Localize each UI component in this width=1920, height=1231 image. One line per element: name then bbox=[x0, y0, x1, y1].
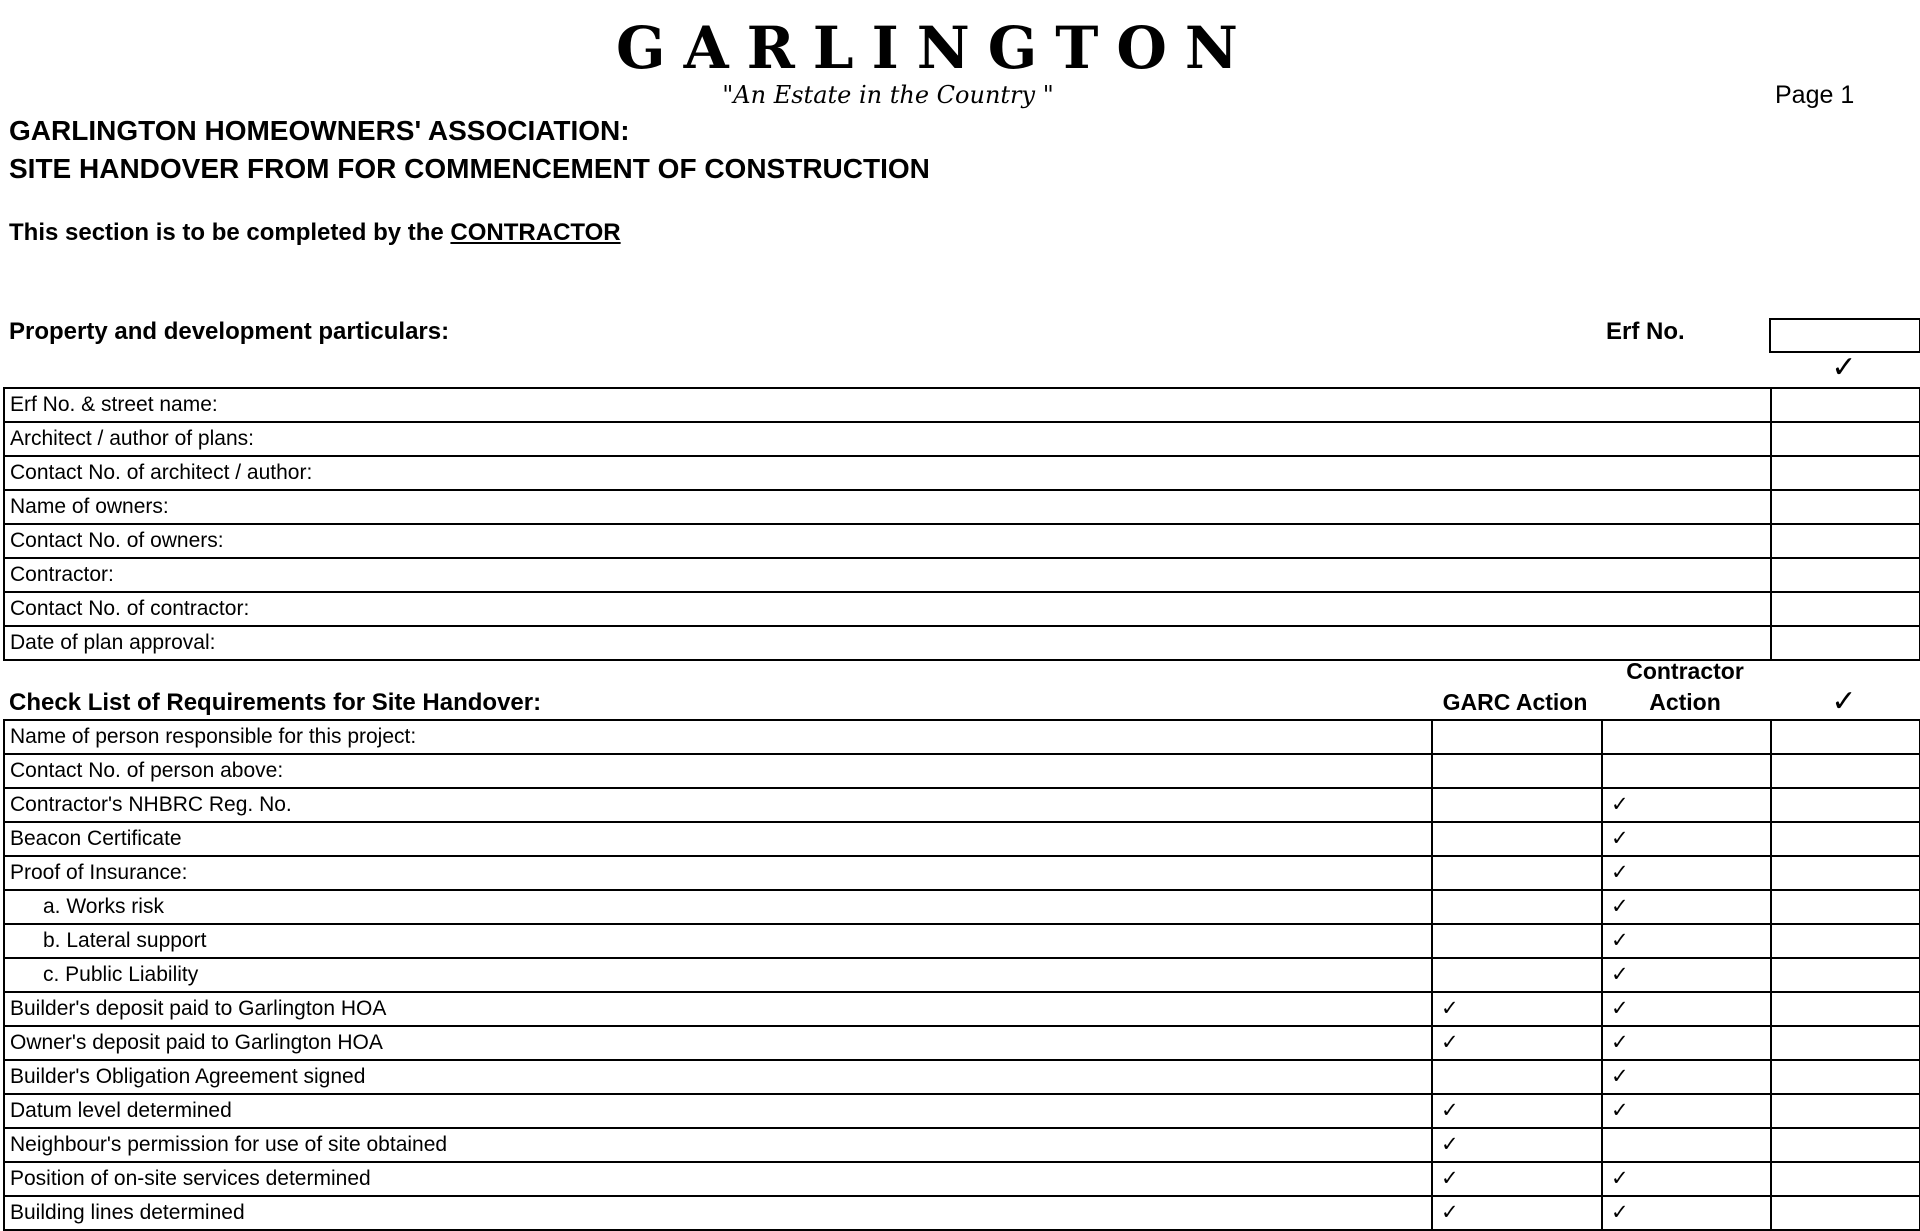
contractor-action-cell[interactable] bbox=[1602, 720, 1771, 754]
checklist-label: Position of on-site services determined bbox=[4, 1162, 1432, 1196]
contractor-action-cell[interactable]: ✓ bbox=[1602, 1060, 1771, 1094]
checklist-check-cell[interactable] bbox=[1771, 890, 1920, 924]
checklist-label: Proof of Insurance: bbox=[4, 856, 1432, 890]
checklist-check-cell[interactable] bbox=[1771, 788, 1920, 822]
contractor-action-cell[interactable]: ✓ bbox=[1602, 924, 1771, 958]
checklist-check-cell[interactable] bbox=[1771, 1196, 1920, 1230]
col-contractor-line2: Action bbox=[1649, 689, 1721, 715]
garc-action-cell[interactable] bbox=[1432, 754, 1602, 788]
garc-action-cell[interactable]: ✓ bbox=[1432, 992, 1602, 1026]
checklist-row bbox=[4, 1060, 1920, 1094]
erf-no-field[interactable] bbox=[1769, 318, 1920, 353]
checklist-label: Name of person responsible for this project: bbox=[4, 720, 1432, 754]
page-number: Page 1 bbox=[1775, 81, 1855, 109]
checklist-check-cell[interactable] bbox=[1771, 1128, 1920, 1162]
checklist-check-cell[interactable] bbox=[1771, 1026, 1920, 1060]
contractor-action-cell[interactable]: ✓ bbox=[1602, 992, 1771, 1026]
particulars-row bbox=[4, 524, 1920, 558]
contractor-action-cell[interactable]: ✓ bbox=[1602, 958, 1771, 992]
contractor-action-cell[interactable]: ✓ bbox=[1602, 856, 1771, 890]
section-note-prefix: This section is to be completed by the bbox=[9, 219, 451, 246]
checklist-label: Contact No. of person above: bbox=[4, 754, 1432, 788]
garc-action-cell[interactable]: ✓ bbox=[1432, 1026, 1602, 1060]
particulars-label: Contact No. of architect / author: bbox=[4, 456, 1771, 490]
garc-action-cell[interactable] bbox=[1432, 958, 1602, 992]
checklist-row bbox=[4, 822, 1920, 856]
particulars-label: Name of owners: bbox=[4, 490, 1771, 524]
garc-action-cell[interactable] bbox=[1432, 890, 1602, 924]
checklist-label: Builder's Obligation Agreement signed bbox=[4, 1060, 1432, 1094]
checklist-label: Builder's deposit paid to Garlington HOA bbox=[4, 992, 1432, 1026]
checklist-label: Beacon Certificate bbox=[4, 822, 1432, 856]
garc-action-cell[interactable] bbox=[1432, 856, 1602, 890]
checklist-row bbox=[4, 924, 1920, 958]
particulars-check-cell[interactable] bbox=[1771, 422, 1920, 456]
checklist-check-cell[interactable] bbox=[1771, 1094, 1920, 1128]
checklist-check-cell[interactable] bbox=[1771, 924, 1920, 958]
contractor-action-cell[interactable] bbox=[1602, 754, 1771, 788]
garc-action-cell[interactable] bbox=[1432, 924, 1602, 958]
garc-action-cell[interactable] bbox=[1432, 788, 1602, 822]
checklist-row bbox=[4, 958, 1920, 992]
garc-action-cell[interactable]: ✓ bbox=[1432, 1162, 1602, 1196]
garc-action-cell[interactable]: ✓ bbox=[1432, 1196, 1602, 1230]
col-garc-action: GARC Action bbox=[1442, 689, 1588, 715]
checklist-row bbox=[4, 720, 1920, 754]
checklist-row bbox=[4, 856, 1920, 890]
checklist-check-cell[interactable] bbox=[1771, 1060, 1920, 1094]
checklist-table bbox=[3, 719, 1920, 1231]
particulars-label: Date of plan approval: bbox=[4, 626, 1771, 660]
checklist-heading: Check List of Requirements for Site Handover: bbox=[9, 689, 542, 716]
checklist-row bbox=[4, 992, 1920, 1026]
contractor-action-cell[interactable]: ✓ bbox=[1602, 1026, 1771, 1060]
checklist-check-cell[interactable] bbox=[1771, 958, 1920, 992]
col-contractor-action bbox=[1600, 656, 1770, 718]
contractor-action-cell[interactable]: ✓ bbox=[1602, 788, 1771, 822]
checklist-label: Owner's deposit paid to Garlington HOA bbox=[4, 1026, 1432, 1060]
erf-no-label: Erf No. bbox=[1606, 318, 1685, 345]
particulars-heading: Property and development particulars: bbox=[9, 318, 450, 345]
brand-logo-text: GARLINGTON bbox=[616, 14, 1256, 82]
contractor-action-cell[interactable]: ✓ bbox=[1602, 1162, 1771, 1196]
garc-action-cell[interactable]: ✓ bbox=[1432, 1094, 1602, 1128]
checklist-row bbox=[4, 788, 1920, 822]
particulars-label: Contractor: bbox=[4, 558, 1771, 592]
checklist-row bbox=[4, 890, 1920, 924]
particulars-row bbox=[4, 388, 1920, 422]
particulars-row bbox=[4, 456, 1920, 490]
checklist-row bbox=[4, 1196, 1920, 1230]
checklist-check-cell[interactable] bbox=[1771, 1162, 1920, 1196]
garc-action-cell[interactable] bbox=[1432, 720, 1602, 754]
checklist-label: Contractor's NHBRC Reg. No. bbox=[4, 788, 1432, 822]
contractor-action-cell[interactable] bbox=[1602, 1128, 1771, 1162]
checklist-check-cell[interactable] bbox=[1771, 754, 1920, 788]
checklist-check-header: ✓ bbox=[1831, 685, 1857, 718]
brand-tagline: "An Estate in the Country " bbox=[722, 81, 1054, 109]
checklist-row bbox=[4, 1162, 1920, 1196]
section-note-emphasis: CONTRACTOR bbox=[450, 219, 621, 246]
particulars-table bbox=[3, 387, 1920, 661]
checklist-label: Datum level determined bbox=[4, 1094, 1432, 1128]
checklist-label: c. Public Liability bbox=[4, 958, 1432, 992]
checklist-row bbox=[4, 1094, 1920, 1128]
form-title-line2: SITE HANDOVER FROM FOR COMMENCEMENT OF CONSTRUCTION bbox=[9, 153, 930, 184]
particulars-check-cell[interactable] bbox=[1771, 524, 1920, 558]
garc-action-cell[interactable] bbox=[1432, 1060, 1602, 1094]
particulars-row bbox=[4, 490, 1920, 524]
checklist-label: Building lines determined bbox=[4, 1196, 1432, 1230]
checklist-row bbox=[4, 1128, 1920, 1162]
checklist-row bbox=[4, 754, 1920, 788]
particulars-check-header: ✓ bbox=[1831, 351, 1857, 384]
form-title-line1: GARLINGTON HOMEOWNERS' ASSOCIATION: bbox=[9, 115, 630, 146]
particulars-check-cell[interactable] bbox=[1771, 490, 1920, 524]
contractor-action-cell[interactable]: ✓ bbox=[1602, 1094, 1771, 1128]
section-note bbox=[9, 216, 621, 250]
particulars-check-cell[interactable] bbox=[1771, 456, 1920, 490]
contractor-action-cell[interactable]: ✓ bbox=[1602, 822, 1771, 856]
col-contractor-line1: Contractor bbox=[1626, 658, 1744, 684]
contractor-action-cell[interactable]: ✓ bbox=[1602, 890, 1771, 924]
particulars-label: Contact No. of owners: bbox=[4, 524, 1771, 558]
contractor-action-cell[interactable]: ✓ bbox=[1602, 1196, 1771, 1230]
garc-action-cell[interactable]: ✓ bbox=[1432, 1128, 1602, 1162]
particulars-row bbox=[4, 558, 1920, 592]
checklist-label: b. Lateral support bbox=[4, 924, 1432, 958]
particulars-check-cell[interactable] bbox=[1771, 626, 1920, 660]
particulars-check-cell[interactable] bbox=[1771, 558, 1920, 592]
checklist-label: a. Works risk bbox=[4, 890, 1432, 924]
checklist-check-cell[interactable] bbox=[1771, 992, 1920, 1026]
particulars-label: Erf No. & street name: bbox=[4, 388, 1771, 422]
particulars-label: Contact No. of contractor: bbox=[4, 592, 1771, 626]
particulars-row bbox=[4, 626, 1920, 660]
particulars-row bbox=[4, 592, 1920, 626]
checklist-label: Neighbour's permission for use of site obtained bbox=[4, 1128, 1432, 1162]
garc-action-cell[interactable] bbox=[1432, 822, 1602, 856]
particulars-row bbox=[4, 422, 1920, 456]
checklist-check-cell[interactable] bbox=[1771, 822, 1920, 856]
particulars-check-cell[interactable] bbox=[1771, 592, 1920, 626]
checklist-row bbox=[4, 1026, 1920, 1060]
checklist-check-cell[interactable] bbox=[1771, 856, 1920, 890]
particulars-label: Architect / author of plans: bbox=[4, 422, 1771, 456]
particulars-check-cell[interactable] bbox=[1771, 388, 1920, 422]
checklist-check-cell[interactable] bbox=[1771, 720, 1920, 754]
